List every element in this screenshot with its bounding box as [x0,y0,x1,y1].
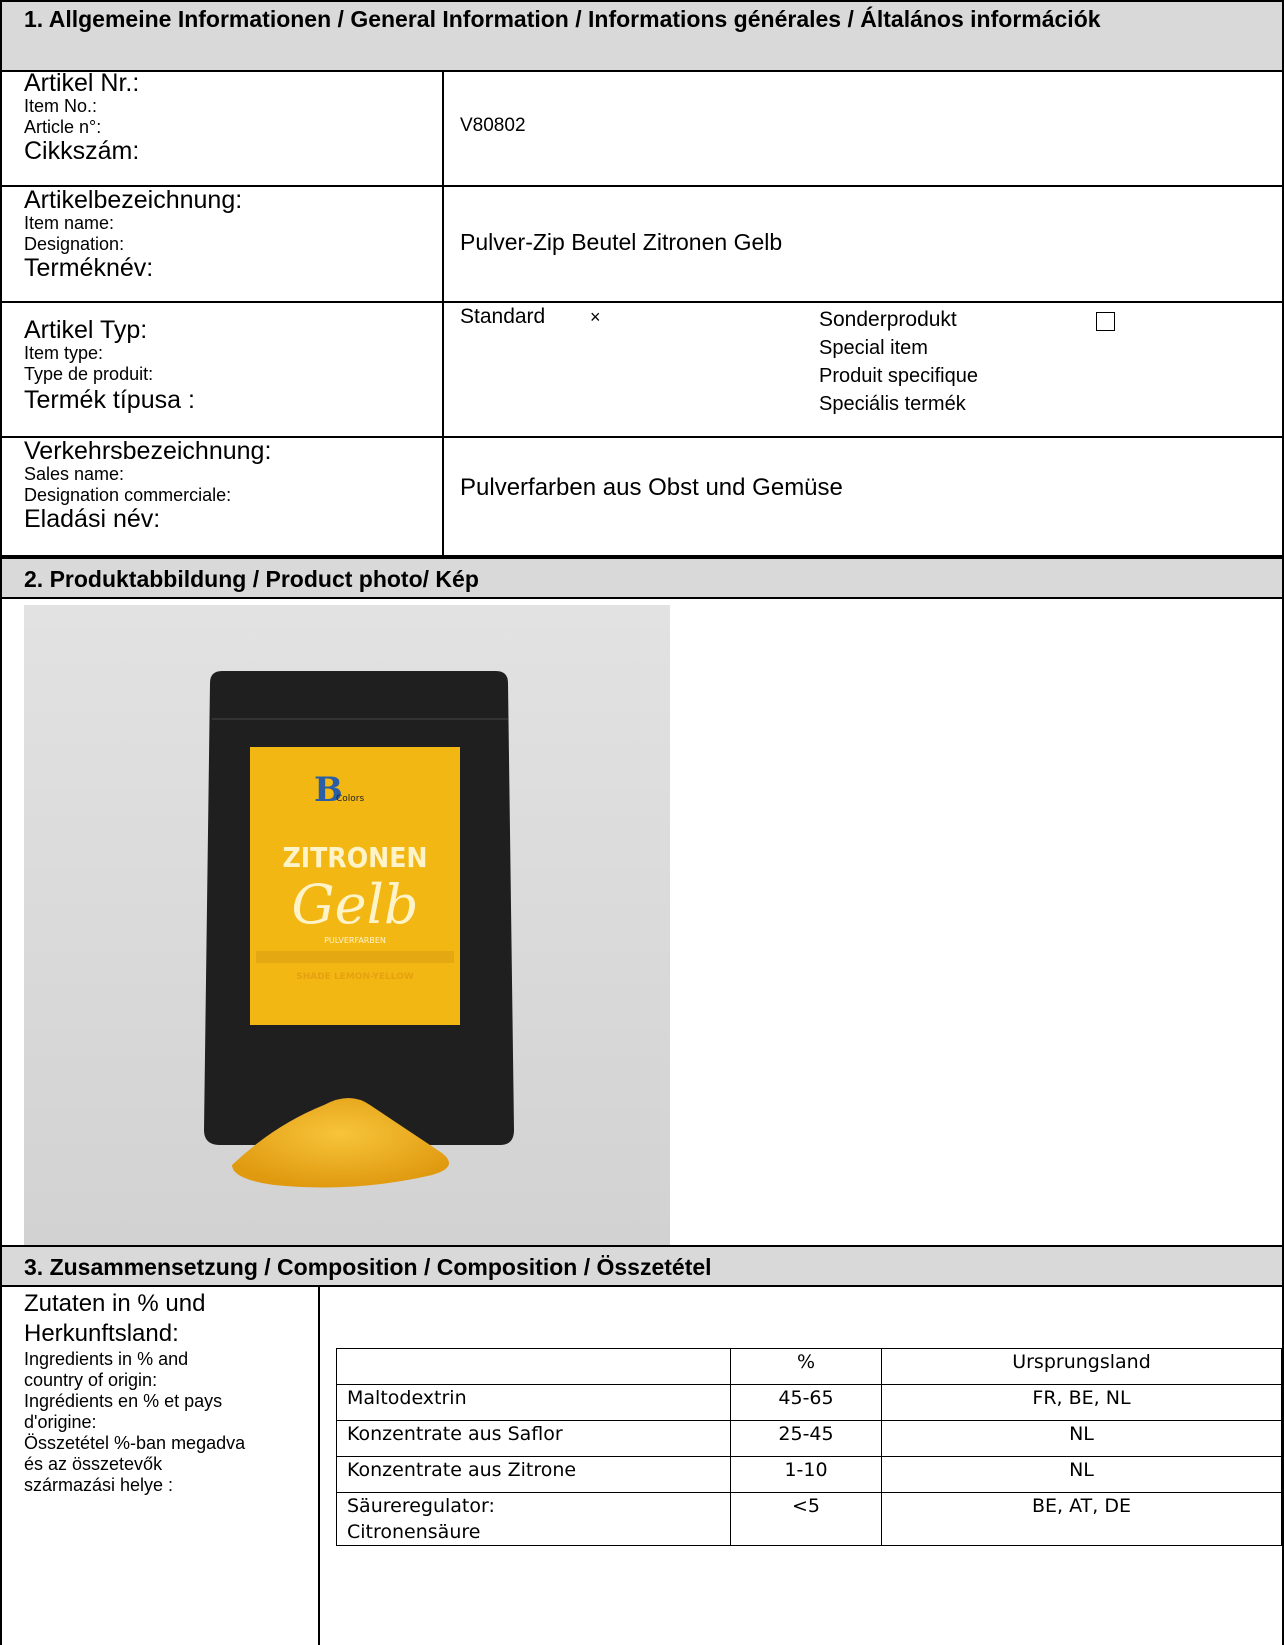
header-percent: % [731,1349,882,1385]
ingredient-name: Maltodextrin [337,1385,731,1421]
comp-label-fr-2: d'origine: [24,1412,97,1432]
standard-label: Standard [460,305,546,328]
sales-name-value-cell [444,438,1282,555]
comp-label-en-2: country of origin: [24,1370,158,1390]
comp-label-de-1: Zutaten in % und [24,1290,206,1317]
article-no-value-cell [444,70,1282,185]
section-3-title: 3. Zusammensetzung / Composition / Composition / Összetétel [24,1254,712,1280]
brand-logo-word: Colors [336,794,365,804]
standard-checkmark[interactable]: × [590,307,601,327]
table-header-row [337,1349,1282,1385]
section-1-header [0,0,1284,72]
special-label-de: Sonderprodukt [819,308,957,331]
header-ingredient [337,1349,731,1385]
row-item-name [0,187,1284,303]
special-item-checkbox[interactable] [1096,312,1115,331]
bag-shade-text: SHADE LEMON-YELLOW [296,972,414,982]
label-hu: Terméknév: [24,254,154,282]
special-label-hu: Speciális termék [819,393,966,415]
product-photo [24,605,670,1245]
table-row [337,1421,1282,1457]
ingredient-name: Konzentrate aus Zitrone [337,1457,731,1493]
label-fr: Designation commerciale: [24,485,232,505]
row-sales-name [0,438,1284,557]
ingredient-name [337,1493,731,1546]
ingredient-percent: 45-65 [731,1385,882,1421]
table-row [337,1457,1282,1493]
sales-name-label [2,438,444,555]
bag-title-line2: Gelb [291,873,419,936]
comp-label-fr-1: Ingrédients en % et pays [24,1391,223,1411]
bag-title-line1: ZITRONEN [282,841,428,874]
comp-label-hu-3: származási helye : [24,1475,174,1495]
ingredient-origin: NL [882,1457,1282,1493]
table-row [337,1385,1282,1421]
item-type-value-cell [444,303,1282,436]
comp-label-de-2: Herkunftsland: [24,1320,179,1347]
section-2-header [0,557,1284,599]
label-fr: Designation: [24,234,125,254]
item-type-label [2,303,444,436]
item-name-label [2,187,444,301]
label-de: Artikel Nr.: [24,69,140,97]
comp-label-hu-2: és az összetevők [24,1454,163,1474]
comp-label-en-1: Ingredients in % and [24,1349,189,1369]
comp-label-hu-1: Összetétel %-ban megadva [24,1433,246,1453]
row-item-type [0,303,1284,438]
label-de: Artikelbezeichnung: [24,186,243,214]
item-name-value: Pulver-Zip Beutel Zitronen Gelb [460,229,783,255]
ingredients-table [336,1348,1282,1546]
ingredient-name-line2: Citronensäure [347,1521,481,1543]
ingredient-percent: 1-10 [731,1457,882,1493]
product-photo-area [0,597,1284,1247]
ingredient-percent: 25-45 [731,1421,882,1457]
label-hu: Eladási név: [24,505,161,533]
section-3-header [0,1245,1284,1287]
article-no-label [2,70,444,185]
article-no-value: V80802 [460,115,526,136]
ingredient-origin: BE, AT, DE [882,1493,1282,1546]
composition-label [2,1285,320,1645]
label-fr: Article n°: [24,117,102,137]
label-en: Item No.: [24,96,98,116]
bag-label-band [256,951,454,963]
sales-name-value: Pulverfarben aus Obst und Gemüse [460,474,843,501]
label-en: Sales name: [24,464,125,484]
ingredient-name-line1: Säureregulator: [347,1495,495,1517]
composition-area [0,1285,1284,1645]
label-hu: Termék típusa : [24,386,195,414]
label-en: Item type: [24,343,104,363]
label-hu: Cikkszám: [24,137,140,165]
special-item-labels [819,305,978,418]
label-de: Artikel Typ: [24,316,148,344]
header-origin: Ursprungsland [882,1349,1282,1385]
brand-logo-letter: B [314,770,343,810]
bag-subtitle: PULVERFARBEN [324,936,386,945]
ingredient-origin: FR, BE, NL [882,1385,1282,1421]
ingredient-name: Konzentrate aus Saflor [337,1421,731,1457]
label-fr: Type de produit: [24,364,154,384]
special-label-en: Special item [819,337,928,359]
row-article-no [0,70,1284,187]
label-de: Verkehrsbezeichnung: [24,437,272,465]
ingredient-percent: <5 [731,1493,882,1546]
item-name-value-cell [444,187,1282,301]
special-label-fr: Produit specifique [819,365,978,387]
table-row [337,1493,1282,1546]
section-2-title: 2. Produktabbildung / Product photo/ Kép [24,566,479,592]
label-en: Item name: [24,213,115,233]
section-1-title: 1. Allgemeine Informationen / General Information / Informations générales / Általános információk [24,6,1101,32]
ingredient-origin: NL [882,1421,1282,1457]
